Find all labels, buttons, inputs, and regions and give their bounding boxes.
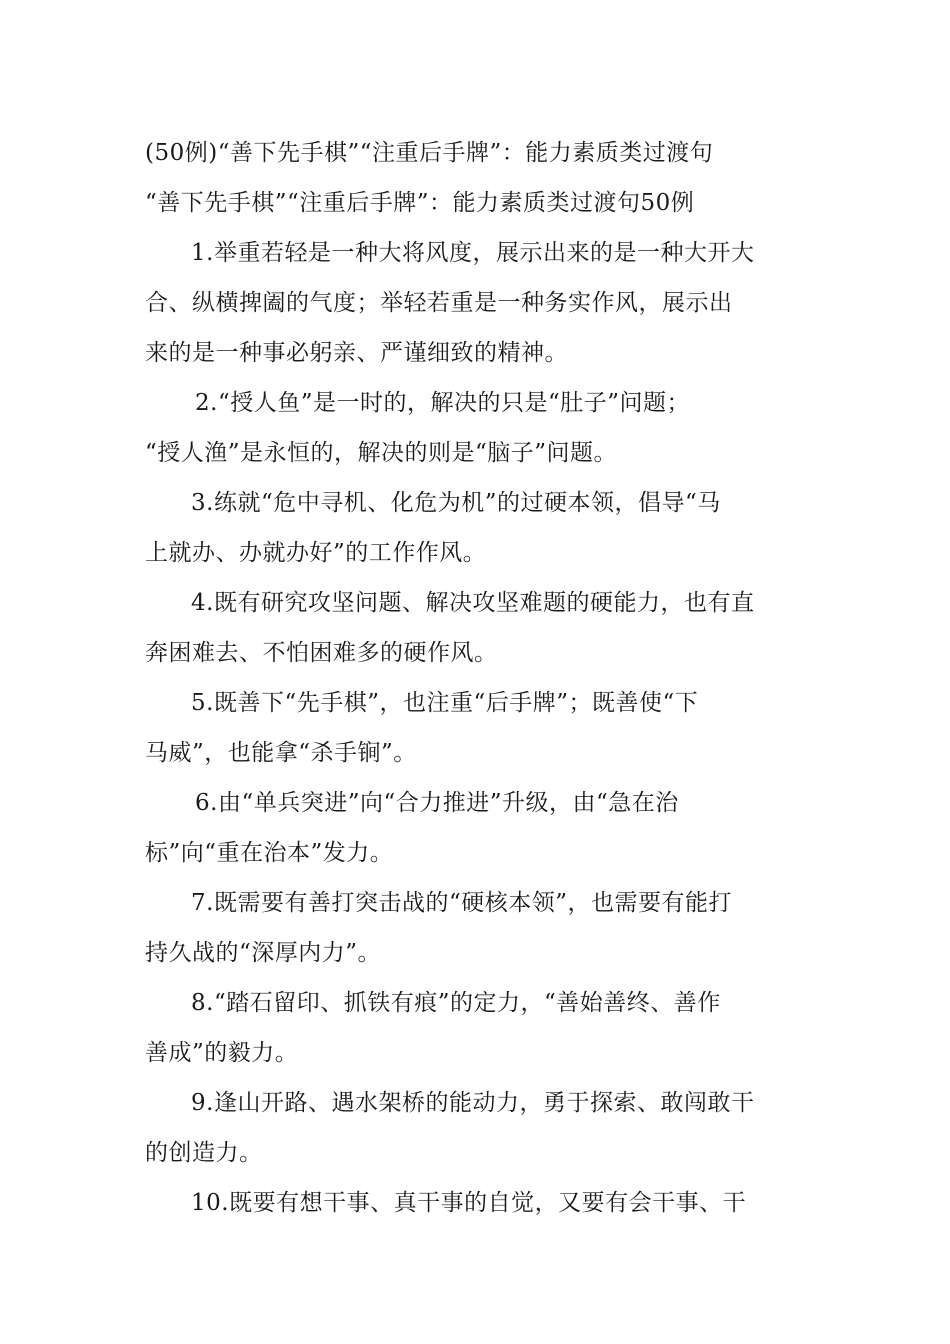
list-item-line: 10.既要有想干事、真干事的自觉，又要有会干事、干 — [191, 1190, 747, 1216]
list-item-line: 1.举重若轻是一种大将风度，展示出来的是一种大开大 — [191, 240, 755, 266]
list-item-line: “授人渔”是永恒的，解决的则是“脑子”问题。 — [145, 440, 618, 466]
list-item-10 — [145, 1178, 810, 1228]
list-item-line: 6.由“单兵突进”向“合力推进”升级，由“急在治 — [195, 790, 679, 816]
list-item-5 — [145, 678, 810, 778]
title-line-2: “善下先手棋”“注重后手牌”：能力素质类过渡句50例 — [145, 190, 695, 216]
list-item-line: 8.“踏石留印、抓铁有痕”的定力，“善始善终、善作 — [191, 990, 721, 1016]
list-item-line: 5.既善下“先手棋”，也注重“后手牌”；既善使“下 — [191, 690, 699, 716]
list-item-3 — [145, 478, 810, 578]
document-body — [145, 128, 810, 1228]
list-item-line: 来的是一种事必躬亲、严谨细致的精神。 — [145, 340, 568, 366]
list-item-line: 4.既有研究攻坚问题、解决攻坚难题的硬能力，也有直 — [191, 590, 755, 616]
list-item-line: 标”向“重在治本”发力。 — [145, 840, 394, 866]
list-item-6 — [145, 778, 810, 878]
list-item-8 — [145, 978, 810, 1078]
title-line-1: (50例)“善下先手棋”“注重后手牌”：能力素质类过渡句 — [145, 140, 714, 166]
list-item-7 — [145, 878, 810, 978]
list-item-line: 马威”，也能拿“杀手锏”。 — [145, 740, 417, 766]
list-item-1 — [145, 228, 810, 378]
list-item-4 — [145, 578, 810, 678]
list-item-line: 奔困难去、不怕困难多的硬作风。 — [145, 640, 498, 666]
list-item-line: 上就办、办就办好”的工作作风。 — [145, 540, 487, 566]
list-item-line: 合、纵横捭阖的气度；举轻若重是一种务实作风，展示出 — [145, 290, 733, 316]
list-item-line: 善成”的毅力。 — [145, 1040, 299, 1066]
list-item-line: 7.既需要有善打突击战的“硬核本领”，也需要有能打 — [191, 890, 732, 916]
list-item-2 — [145, 378, 810, 478]
list-item-line: 的创造力。 — [145, 1140, 263, 1166]
list-item-line: 9.逢山开路、遇水架桥的能动力，勇于探索、敢闯敢干 — [191, 1090, 755, 1116]
list-item-line: 3.练就“危中寻机、化危为机”的过硬本领，倡导“马 — [191, 490, 721, 516]
list-item-line: 持久战的“深厚内力”。 — [145, 940, 382, 966]
list-item-line: 2.“授人鱼”是一时的，解决的只是“肚子”问题； — [195, 390, 690, 416]
list-item-9 — [145, 1078, 810, 1178]
